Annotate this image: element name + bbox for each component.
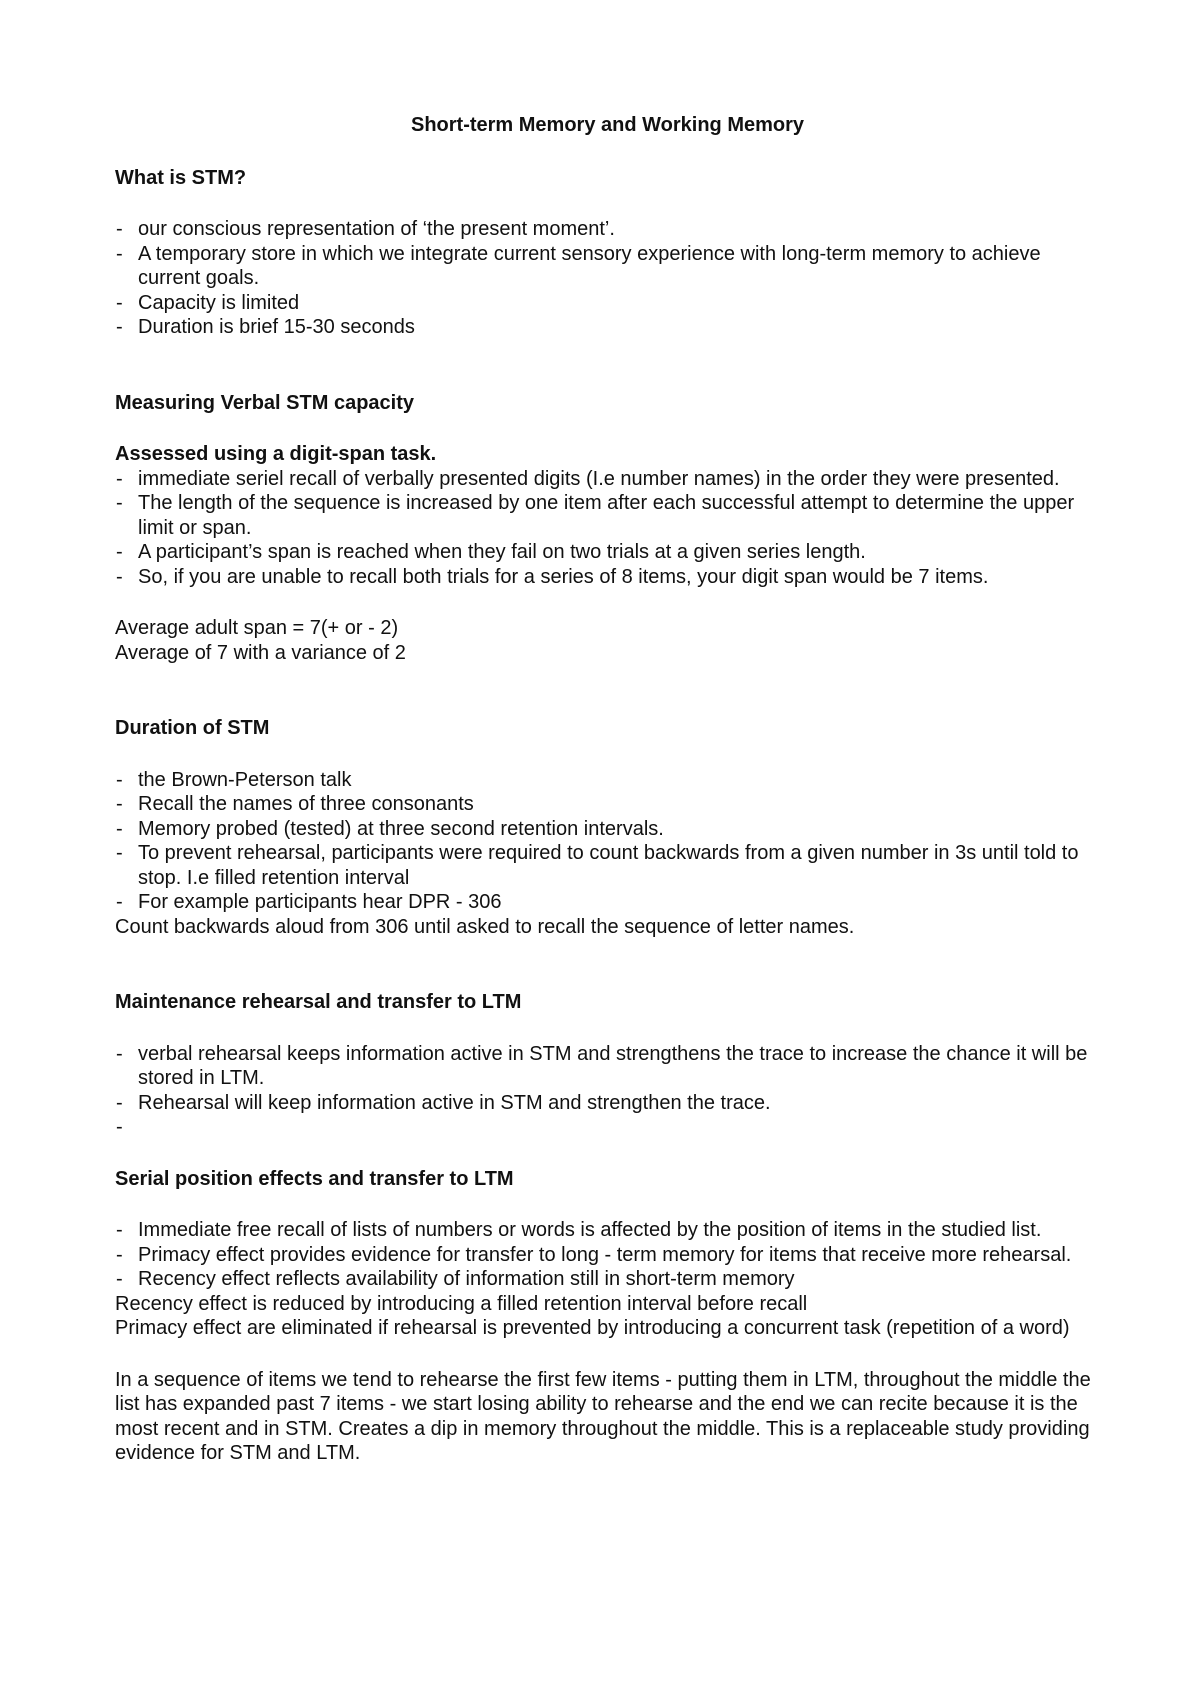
note-primacy: Primacy effect are eliminated if rehearsal is prevented by introducing a concurrent task (repetition of a word) [115, 1317, 1070, 1339]
list-item: - Immediate free recall of lists of numbers or words is affected by the position of items in the studied list. [115, 1218, 1105, 1243]
list-item: - our conscious representation of ‘the present moment’. [115, 217, 1105, 242]
list-what-is-stm [115, 217, 1105, 340]
list-item: - To prevent rehearsal, participants were required to count backwards from a given number in 3s until told to stop. I.e filled retention interval [115, 841, 1105, 890]
heading-serial-position: Serial position effects and transfer to LTM [115, 1167, 514, 1190]
note-average-span: Average adult span = 7(+ or - 2) [115, 617, 399, 639]
heading-maintenance: Maintenance rehearsal and transfer to LTM [115, 991, 522, 1013]
heading-what-is-stm: What is STM? [115, 166, 247, 189]
heading-capacity: Measuring Verbal STM capacity [115, 391, 414, 414]
list-item: - Duration is brief 15-30 seconds [115, 315, 1105, 340]
list-item [115, 1115, 1105, 1140]
list-item: - So, if you are unable to recall both trials for a series of 8 items, your digit span would be 7 items. [115, 565, 1105, 590]
list-item: - immediate seriel recall of verbally presented digits (I.e number names) in the order they were presented. [115, 467, 1105, 492]
subheading-digit-span: Assessed using a digit-span task. [115, 443, 437, 465]
list-item: - Memory probed (tested) at three second retention intervals. [115, 817, 1105, 842]
list-serial-position [115, 1218, 1105, 1292]
list-item: - Primacy effect provides evidence for transfer to long - term memory for items that receive more rehearsal. [115, 1243, 1105, 1268]
list-item: - Recall the names of three consonants [115, 792, 1105, 817]
summary-paragraph: In a sequence of items we tend to rehearse the first few items - putting them in LTM, throughout the middle the list has expanded past 7 items - we start losing ability to rehearse and the end we can recite because it is the most recent and in STM. Creates a dip in memory throughout the middle. This is a replaceable study providing evidence for STM and LTM. [115, 1368, 1091, 1464]
heading-duration: Duration of STM [115, 717, 270, 739]
list-item: - For example participants hear DPR - 306 [115, 890, 1105, 915]
note-count-backwards: Count backwards aloud from 306 until asked to recall the sequence of letter names. [115, 915, 855, 938]
document-title: Short-term Memory and Working Memory [410, 114, 805, 136]
list-item: - Capacity is limited [115, 291, 1105, 316]
list-maintenance [115, 1042, 1105, 1140]
list-item: - Recency effect reflects availability of information still in short-term memory [115, 1267, 1105, 1292]
list-item: - Rehearsal will keep information active in STM and strengthen the trace. [115, 1091, 1105, 1116]
list-item: - A temporary store in which we integrate current sensory experience with long-term memory to achieve current goals. [115, 242, 1105, 291]
list-capacity [115, 467, 1105, 590]
document-body [115, 113, 1105, 1466]
list-item: - verbal rehearsal keeps information active in STM and strengthens the trace to increase the chance it will be stored in LTM. [115, 1042, 1105, 1091]
list-item: - A participant’s span is reached when they fail on two trials at a given series length. [115, 540, 1105, 565]
list-item: - The length of the sequence is increased by one item after each successful attempt to determine the upper limit or span. [115, 491, 1105, 540]
list-item: - the Brown-Peterson talk [115, 768, 1105, 793]
list-duration [115, 768, 1105, 915]
note-variance: Average of 7 with a variance of 2 [115, 641, 406, 664]
note-recency: Recency effect is reduced by introducing a filled retention interval before recall [115, 1292, 808, 1315]
